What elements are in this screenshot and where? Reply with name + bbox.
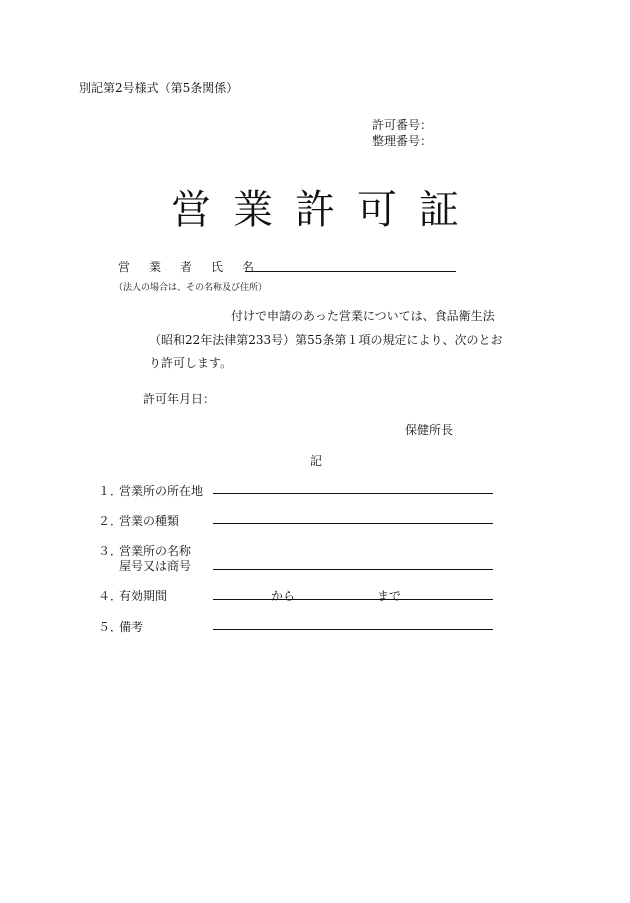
ki-label: 記 [310,454,323,468]
body-line-3: り許可します。 [149,356,233,370]
body-line-2: （昭和22年法律第233号）第55条第１項の規定により、次のとお [149,333,503,347]
validity-to: まで [377,589,402,603]
item-3-number: ３． [98,544,123,558]
item-3-line [213,569,493,570]
corporation-note: （法人の場合は、その名称及び住所） [114,283,268,293]
number-block [372,117,432,149]
item-4-label: 有効期間 [119,589,168,603]
item-4-number: ４． [98,589,123,603]
document-title: 営業許可証 [171,187,481,233]
validity-from: から [271,589,296,603]
operator-name-row [118,258,273,275]
permit-date-label: 許可年月日： [143,392,216,406]
item-2-number: ２． [98,514,123,528]
health-center-director: 保健所長 [405,423,454,437]
operator-name-label: 営業者氏名 [118,260,274,274]
form-reference: 別記第2号様式（第5条関係） [79,81,239,95]
item-1-label: 営業所の所在地 [119,484,204,498]
item-2-line [213,523,493,524]
item-5-line [213,629,493,630]
permit-number-label: 許可番号： [372,118,433,132]
item-3-label: 営業所の名称 [119,544,192,558]
item-1-line [213,493,493,494]
item-2-label: 営業の種類 [119,514,180,528]
management-number-label: 整理番号： [372,134,433,148]
item-4-line [213,599,493,600]
item-5-label: 備考 [119,620,144,634]
item-1-number: １． [98,484,123,498]
body-line-1: 付けで申請のあった営業については、食品衛生法 [231,309,495,323]
item-3-label-2: 屋号又は商号 [119,559,192,573]
item-5-number: ５． [98,620,123,634]
operator-name-line [245,271,456,272]
